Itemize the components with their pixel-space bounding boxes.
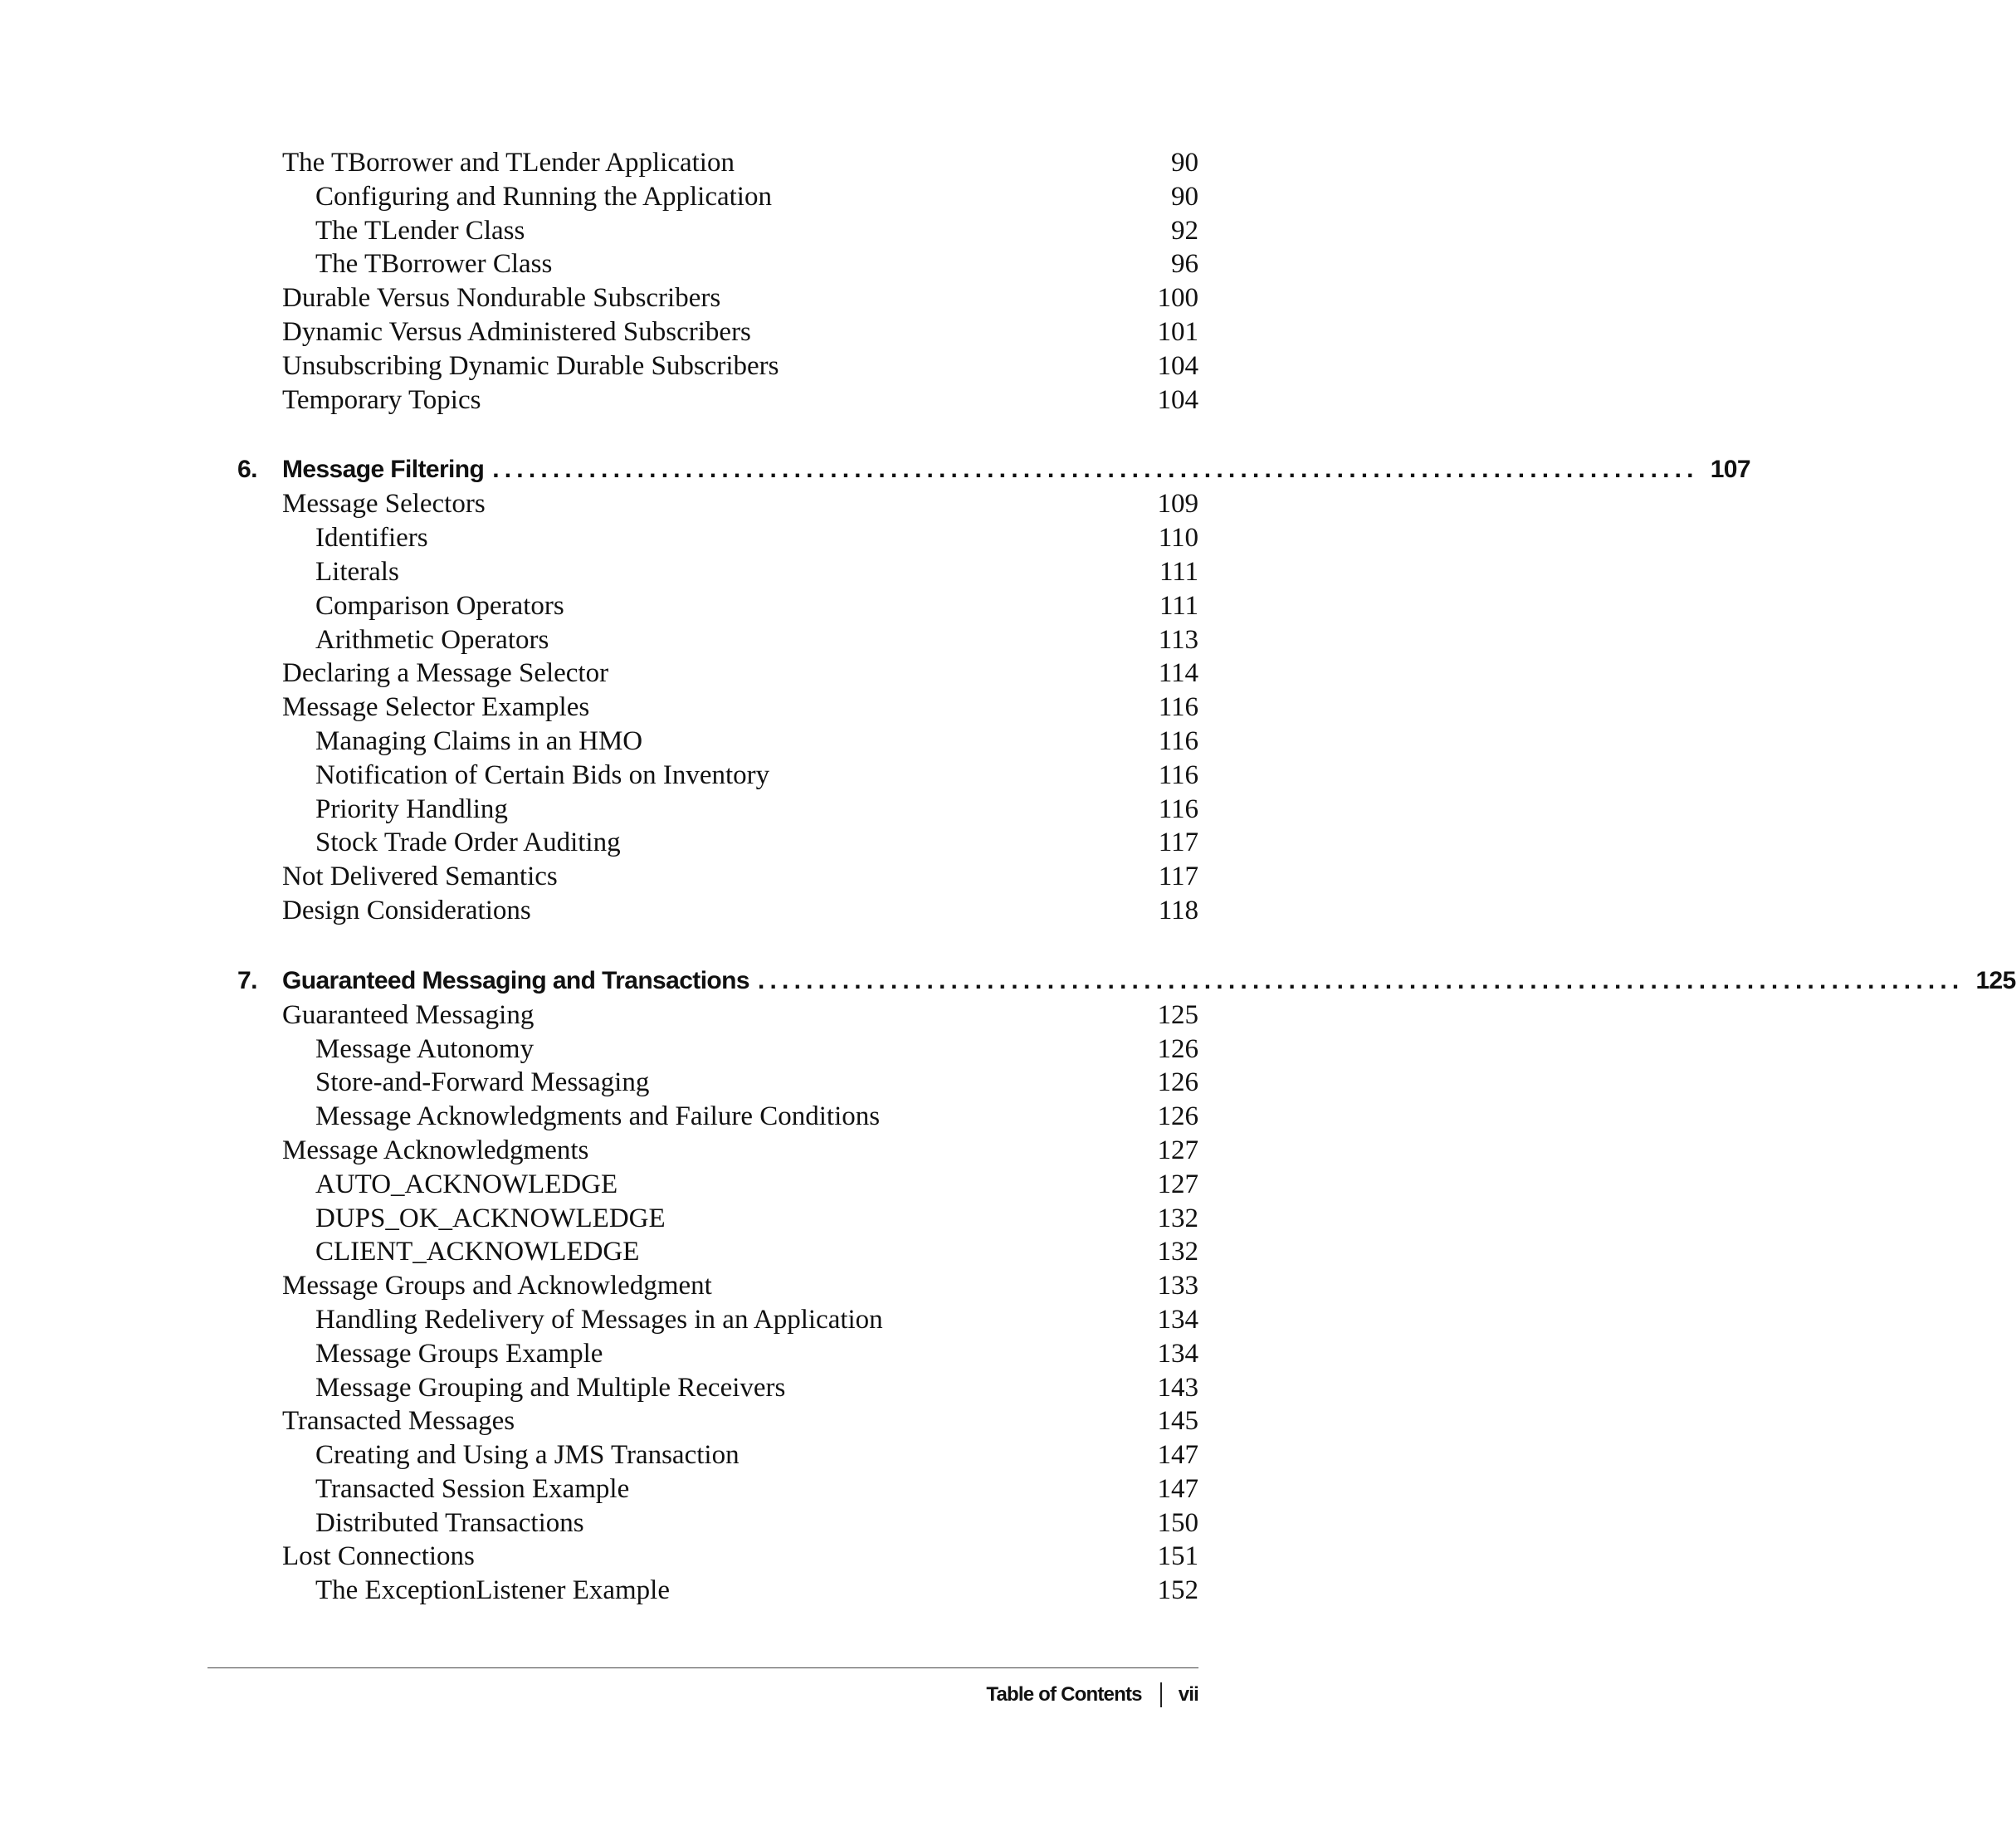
toc-subentry [282,247,1198,281]
toc-entry [282,349,1198,383]
toc-entry-title: Message Acknowledgments and Failure Conditions [315,1101,881,1132]
toc-entry [282,1540,1198,1574]
dot-leader: .................................................................................................... [492,456,1699,484]
chapter-heading [237,964,2016,998]
toc-entry-title: CLIENT_ACKNOWLEDGE [315,1237,640,1267]
toc-entry-page: 100 [1157,283,1198,314]
toc-entry-title: Literals [315,556,399,587]
footer-rule [207,1667,1198,1668]
toc-entry-title: Message Acknowledgments [282,1135,589,1165]
toc-entry-page: 134 [1157,1338,1198,1369]
toc-entry-page: 150 [1157,1507,1198,1538]
toc-subentry [282,1438,1198,1472]
toc-subentry [282,1371,1198,1405]
toc-entry-page: 151 [1157,1541,1198,1572]
toc-entry-page: 143 [1157,1372,1198,1403]
toc-entry-page: 96 [1171,249,1198,280]
toc-entry [282,1269,1198,1303]
toc-subentry [282,1100,1198,1134]
toc-subentry [282,793,1198,827]
toc-entry-page: 116 [1158,793,1198,824]
toc-entry-title: Unsubscribing Dynamic Durable Subscribers [282,350,779,381]
chapter-heading-line [282,964,2016,998]
toc-entry-page: 92 [1171,215,1198,246]
toc-entry-title: Temporary Topics [282,384,481,415]
toc-entry-title: Declaring a Message Selector [282,658,609,689]
toc-entry [282,281,1198,315]
toc-entry-page: 127 [1157,1135,1198,1165]
toc-entry-title: Message Autonomy [315,1033,535,1064]
toc-entry-page: 90 [1171,181,1198,212]
page-footer [986,1678,1198,1711]
toc-entry-title: Message Grouping and Multiple Receivers [315,1372,786,1403]
toc-entry [282,998,1198,1033]
toc-entry-page: 109 [1157,489,1198,520]
toc-chapter-7 [237,964,2016,1608]
toc-entry-page: 132 [1157,1203,1198,1233]
chapter-number: 6. [237,456,257,484]
toc-subentry [282,1168,1198,1202]
toc-subentry [282,623,1198,657]
toc-subentry [282,521,1198,555]
toc-entry-page: 116 [1158,725,1198,756]
chapter-number: 7. [237,966,257,994]
toc-entry-title: Priority Handling [315,793,508,824]
toc-entry-title: Message Groups Example [315,1338,603,1369]
toc-entry-title: Comparison Operators [315,590,564,621]
toc-entry-page: 116 [1158,692,1198,723]
toc-entry-title: Managing Claims in an HMO [315,725,643,756]
toc-subentry [282,1202,1198,1236]
toc-entry-title: Lost Connections [282,1541,475,1572]
toc-entry-title: Stock Trade Order Auditing [315,828,621,858]
toc-entry-page: 117 [1158,828,1198,858]
chapter-page: 125 [1975,966,2016,994]
toc-entry-title: Design Considerations [282,895,531,925]
toc-entry-title: Notification of Certain Bids on Inventory [315,759,770,790]
chapter-heading-line [282,452,1750,487]
toc-entry-page: 126 [1157,1101,1198,1132]
toc-entry-title: Dynamic Versus Administered Subscribers [282,316,751,347]
toc-entry-title: Configuring and Running the Application [315,181,772,212]
toc-entry-title: The TLender Class [315,215,525,246]
toc-entry-title: Store-and-Forward Messaging [315,1067,650,1098]
toc-entry-page: 111 [1159,556,1198,587]
chapter-heading [237,452,1750,487]
toc-entry-page: 114 [1158,658,1198,689]
toc-subentry [282,725,1198,759]
toc-entry-page: 101 [1157,316,1198,347]
toc-entry-page: 110 [1158,523,1198,554]
toc-entry-title: Identifiers [315,523,428,554]
toc-subentry [282,180,1198,214]
toc-entry-page: 118 [1158,895,1198,925]
toc-intro-section [282,146,1198,417]
toc-entry-title: Handling Redelivery of Messages in an Application [315,1304,883,1335]
toc-entry-page: 134 [1157,1304,1198,1335]
toc-entry-page: 104 [1157,384,1198,415]
toc-subentry [282,1574,1198,1608]
toc-entry-title: The TBorrower Class [315,249,553,280]
toc-entry-page: 116 [1158,759,1198,790]
toc-subentry [282,1472,1198,1506]
toc-entry-title: Message Groups and Acknowledgment [282,1271,712,1301]
toc-entry-page: 90 [1171,148,1198,178]
chapter-title: Guaranteed Messaging and Transactions [282,966,749,994]
toc-subentry [282,1303,1198,1337]
dot-leader: .................................................................................................... [757,966,1965,994]
toc-subentry [282,1066,1198,1100]
toc-entry-title: Distributed Transactions [315,1507,584,1538]
toc-entry-page: 126 [1157,1033,1198,1064]
toc-entry-page: 132 [1157,1237,1198,1267]
toc-entry [282,315,1198,349]
toc-subentry [282,1235,1198,1269]
toc-entry-title: Message Selectors [282,489,486,520]
toc-subentry [282,759,1198,793]
toc-subentry [282,1337,1198,1371]
toc-subentry [282,214,1198,248]
toc-entry-title: Arithmetic Operators [315,624,549,655]
table-of-contents [237,146,2016,1608]
toc-entry [282,487,1198,521]
toc-entry [282,894,1198,928]
toc-entry [282,383,1198,417]
toc-entry [282,691,1198,725]
toc-entry-page: 147 [1157,1473,1198,1504]
toc-entry-title: Message Selector Examples [282,692,590,723]
toc-entry-page: 147 [1157,1440,1198,1471]
chapter-page: 107 [1710,456,1750,484]
toc-entry-title: Creating and Using a JMS Transaction [315,1440,740,1471]
toc-entry-page: 127 [1157,1169,1198,1199]
toc-chapter-6 [237,452,1750,927]
toc-entry-title: Guaranteed Messaging [282,999,535,1030]
chapter-title: Message Filtering [282,456,485,484]
toc-entry-page: 145 [1157,1406,1198,1437]
toc-entry-title: Not Delivered Semantics [282,862,558,892]
footer-label: Table of Contents [986,1683,1142,1706]
toc-entry-page: 104 [1157,350,1198,381]
toc-entry-page: 111 [1159,590,1198,621]
toc-subentry [282,1506,1198,1540]
toc-entry-page: 152 [1157,1575,1198,1606]
toc-entry [282,146,1198,180]
toc-entry-title: Transacted Messages [282,1406,515,1437]
footer-page-number: vii [1178,1683,1198,1706]
toc-entry-title: Durable Versus Nondurable Subscribers [282,283,721,314]
toc-entry [282,1404,1198,1438]
toc-entry-page: 125 [1157,999,1198,1030]
toc-entry-title: AUTO_ACKNOWLEDGE [315,1169,618,1199]
toc-subentry [282,1033,1198,1067]
toc-entry-title: Transacted Session Example [315,1473,630,1504]
footer-separator [1160,1682,1162,1707]
toc-entry-page: 126 [1157,1067,1198,1098]
toc-entry [282,1134,1198,1168]
toc-entry-page: 113 [1158,624,1198,655]
toc-subentry [282,826,1198,860]
toc-entry-page: 133 [1157,1271,1198,1301]
toc-entry [282,657,1198,691]
toc-entry [282,860,1198,894]
toc-entry-title: DUPS_OK_ACKNOWLEDGE [315,1203,666,1233]
toc-entry-title: The TBorrower and TLender Application [282,148,735,178]
toc-subentry [282,589,1198,623]
toc-entry-title: The ExceptionListener Example [315,1575,671,1606]
toc-subentry [282,555,1198,589]
toc-entry-page: 117 [1158,862,1198,892]
